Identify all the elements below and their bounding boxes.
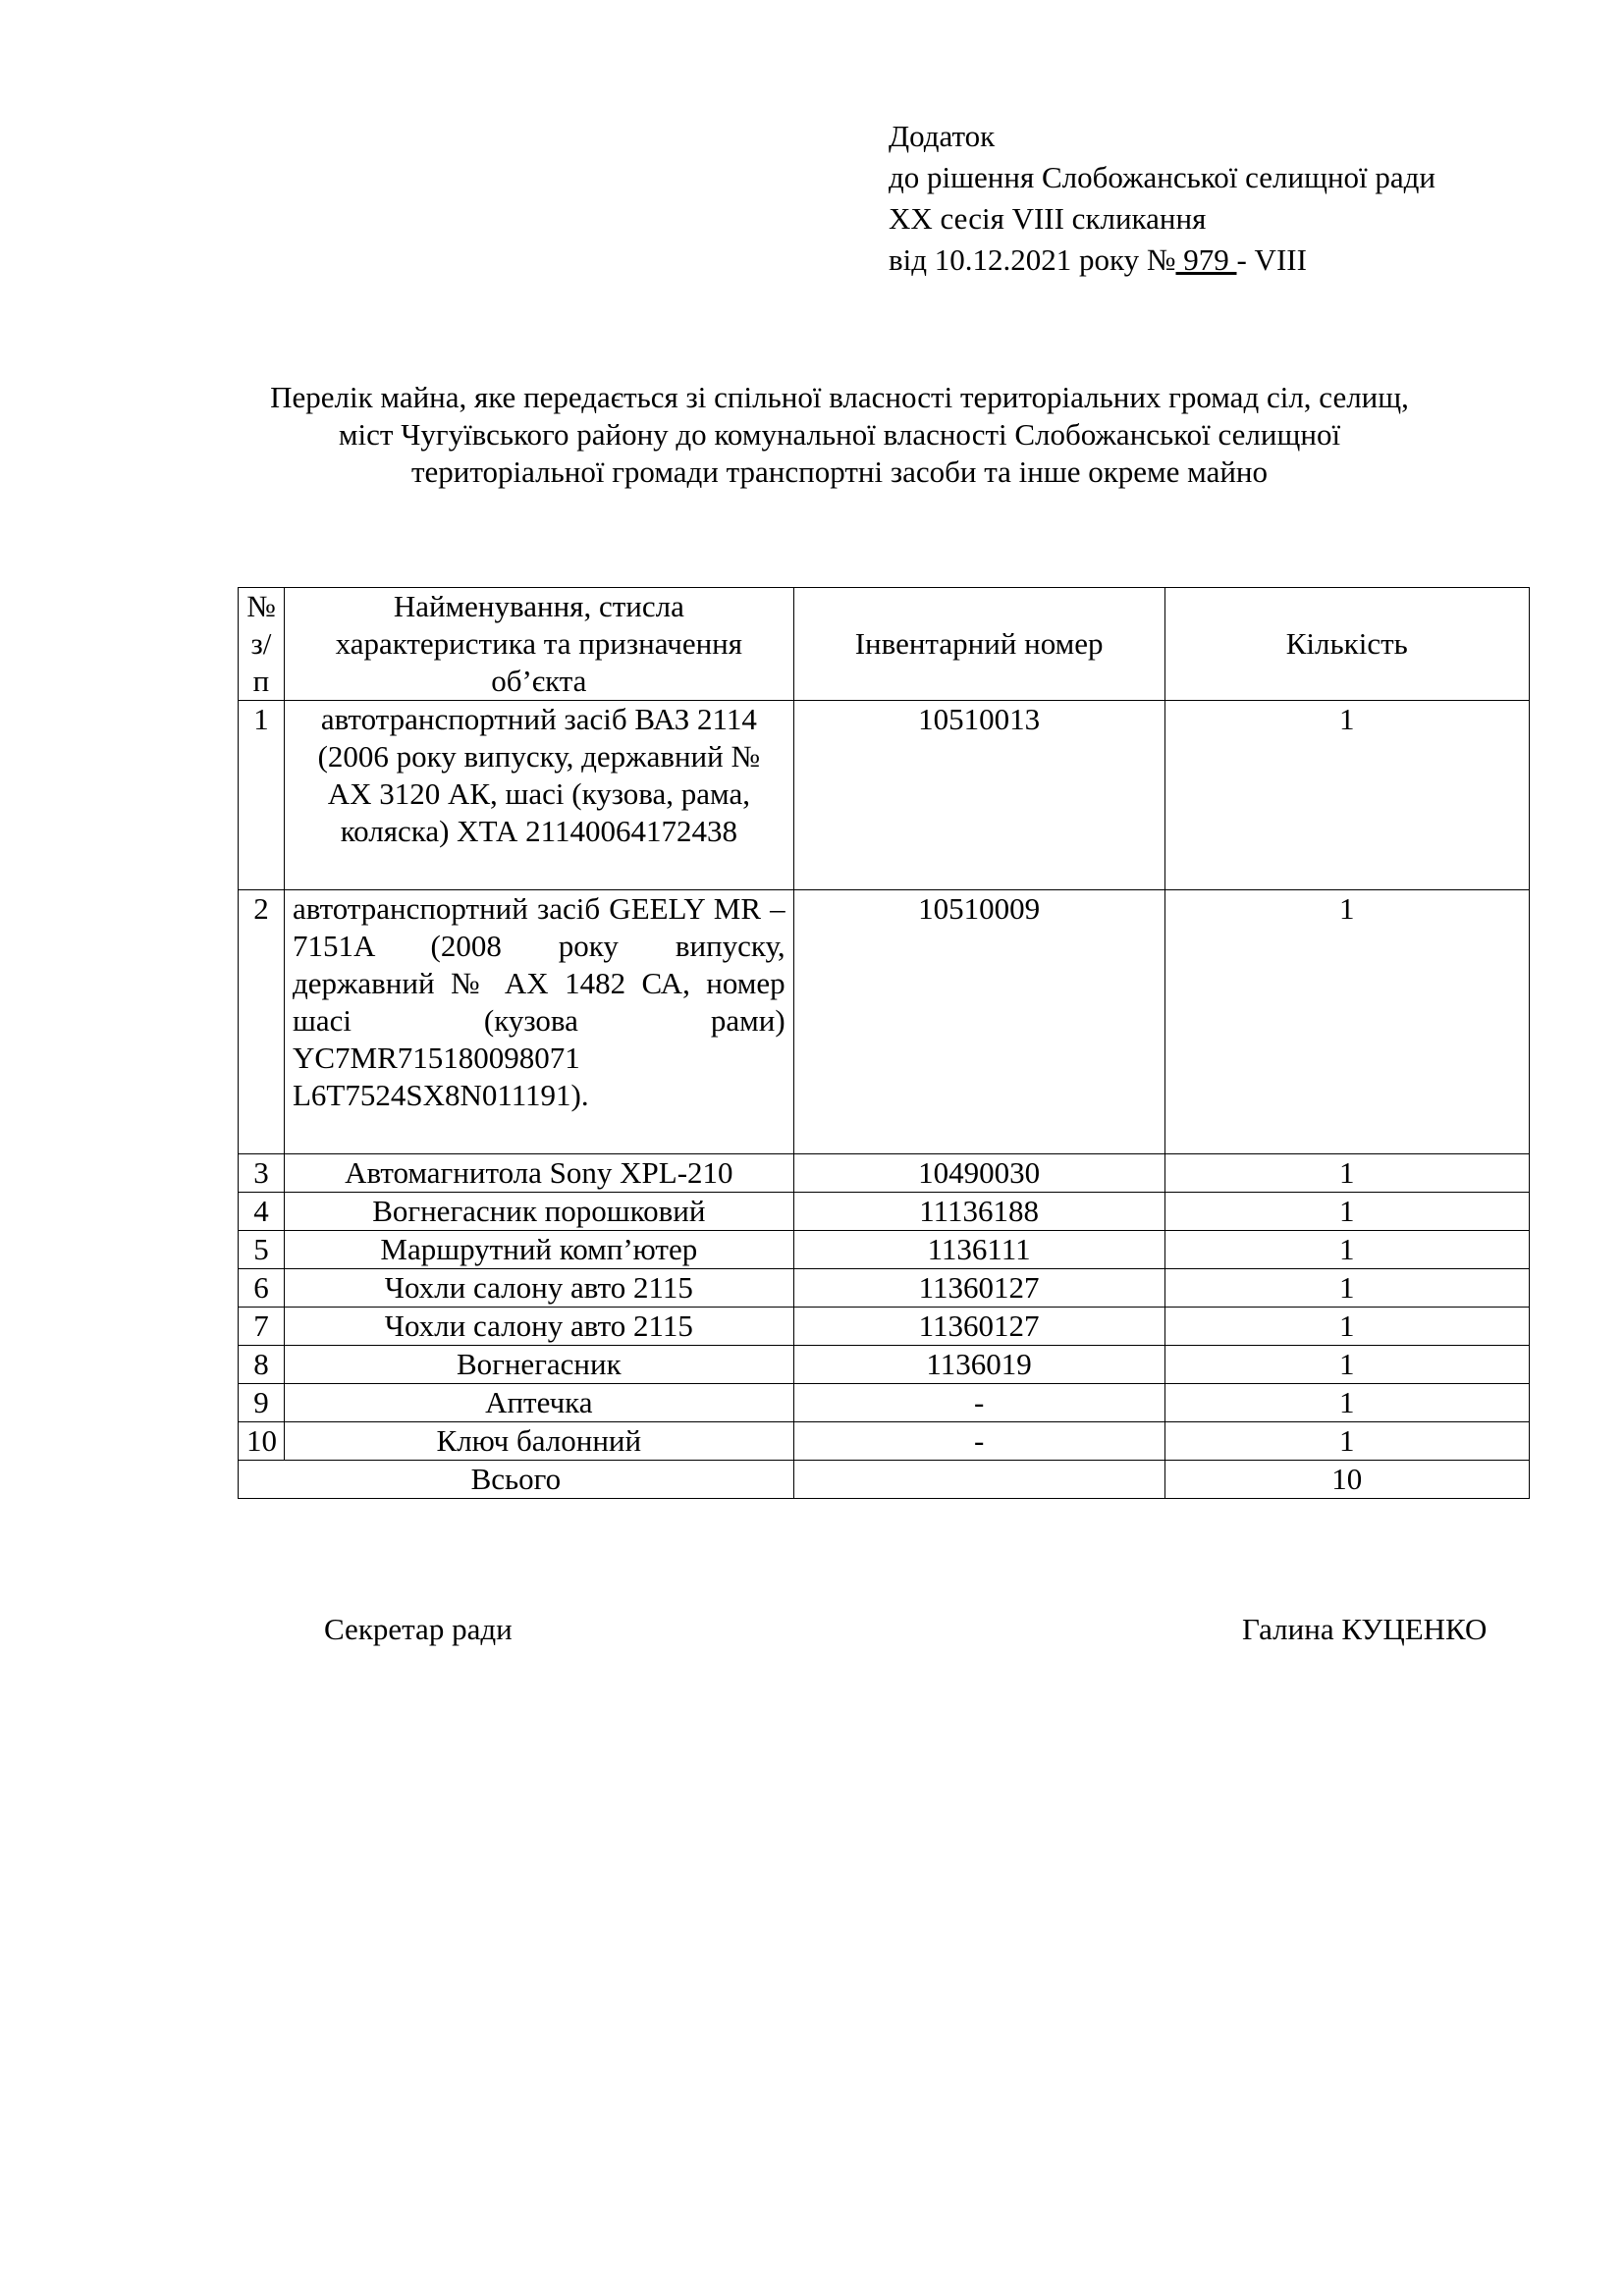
row-quantity: 1 xyxy=(1164,1193,1529,1231)
row-quantity: 1 xyxy=(1164,1308,1529,1346)
decision-number-suffix: - VIII xyxy=(1236,242,1307,277)
table-row xyxy=(239,890,1530,1154)
row-quantity: 1 xyxy=(1164,1269,1529,1308)
row-quantity: 1 xyxy=(1164,1346,1529,1384)
row-number: 4 xyxy=(239,1193,285,1231)
table-row xyxy=(239,1308,1530,1346)
total-label: Всього xyxy=(239,1461,794,1499)
row-inventory: 10510009 xyxy=(793,890,1164,1154)
row-number: 1 xyxy=(239,701,285,890)
row-name: Ключ балонний xyxy=(284,1422,793,1461)
row-inventory: - xyxy=(793,1422,1164,1461)
row-quantity: 1 xyxy=(1164,701,1529,890)
decision-number: 979 xyxy=(1175,242,1237,277)
row-quantity: 1 xyxy=(1164,890,1529,1154)
signatory-name: Галина КУЦЕНКО xyxy=(1242,1612,1488,1646)
document-title xyxy=(196,379,1483,491)
row-name: Чохли салону авто 2115 xyxy=(284,1269,793,1308)
row-name: Вогнегасник порошковий xyxy=(284,1193,793,1231)
row-number: 10 xyxy=(239,1422,285,1461)
appendix-header xyxy=(889,116,1517,281)
row-inventory: 11360127 xyxy=(793,1308,1164,1346)
table-row xyxy=(239,1193,1530,1231)
row-inventory: 11360127 xyxy=(793,1269,1164,1308)
signatory-position: Секретар ради xyxy=(324,1612,513,1646)
decision-reference: до рішення Слобожанської селищної ради xyxy=(889,160,1436,194)
row-inventory: 1136019 xyxy=(793,1346,1164,1384)
header-inventory: Інвентарний номер xyxy=(793,588,1164,701)
header-number: № з/п xyxy=(239,588,285,701)
table-row xyxy=(239,1422,1530,1461)
row-quantity: 1 xyxy=(1164,1384,1529,1422)
row-name: Автомагнитола Sony XPL-210 xyxy=(284,1154,793,1193)
table-row xyxy=(239,1231,1530,1269)
title-line-1: Перелік майна, яке передається зі спільної власності територіальних громад сіл, селищ, xyxy=(270,380,1409,414)
title-line-3: територіальної громади транспортні засоби та інше окреме майно xyxy=(410,454,1269,489)
table-row xyxy=(239,1154,1530,1193)
row-number: 7 xyxy=(239,1308,285,1346)
row-inventory: 1136111 xyxy=(793,1231,1164,1269)
table-row xyxy=(239,1269,1530,1308)
row-number: 3 xyxy=(239,1154,285,1193)
row-quantity: 1 xyxy=(1164,1422,1529,1461)
table-header-row xyxy=(239,588,1530,701)
row-name: Чохли салону авто 2115 xyxy=(284,1308,793,1346)
title-line-2: міст Чугуївського району до комунальної власності Слобожанської селищної xyxy=(338,417,1341,452)
table-total-row xyxy=(239,1461,1530,1499)
table-row xyxy=(239,1346,1530,1384)
row-name: Маршрутний комп’ютер xyxy=(284,1231,793,1269)
session-reference: XX сесія VIII скликання xyxy=(889,201,1207,236)
header-name: Найменування, стисла характеристика та призначення об’єкта xyxy=(284,588,793,701)
row-number: 6 xyxy=(239,1269,285,1308)
appendix-label: Додаток xyxy=(889,119,996,153)
row-name: автотранспортний засіб ВАЗ 2114 (2006 року випуску, державний № АХ 3120 АК, шасі (кузова, рама, коляска) ХТА 21140064172438 xyxy=(284,701,793,890)
decision-date-prefix: від 10.12.2021 року № xyxy=(889,242,1176,277)
row-number: 8 xyxy=(239,1346,285,1384)
decision-date-number xyxy=(889,240,1517,281)
table-row xyxy=(239,1384,1530,1422)
row-quantity: 1 xyxy=(1164,1231,1529,1269)
table-row xyxy=(239,701,1530,890)
total-inventory xyxy=(793,1461,1164,1499)
row-name: Вогнегасник xyxy=(284,1346,793,1384)
row-number: 5 xyxy=(239,1231,285,1269)
row-inventory: - xyxy=(793,1384,1164,1422)
row-number: 9 xyxy=(239,1384,285,1422)
row-number: 2 xyxy=(239,890,285,1154)
row-inventory: 11136188 xyxy=(793,1193,1164,1231)
row-name: автотранспортний засіб GEELY MR – 7151A (2008 року випуску, державний № АХ 1482 СА, номер шасі (кузова рами) YC7MR715180098071 L6T7524SX8N011191). xyxy=(284,890,793,1154)
row-inventory: 10510013 xyxy=(793,701,1164,890)
header-quantity: Кількість xyxy=(1164,588,1529,701)
row-name: Аптечка xyxy=(284,1384,793,1422)
property-table xyxy=(238,587,1530,1499)
row-quantity: 1 xyxy=(1164,1154,1529,1193)
total-quantity: 10 xyxy=(1164,1461,1529,1499)
row-inventory: 10490030 xyxy=(793,1154,1164,1193)
